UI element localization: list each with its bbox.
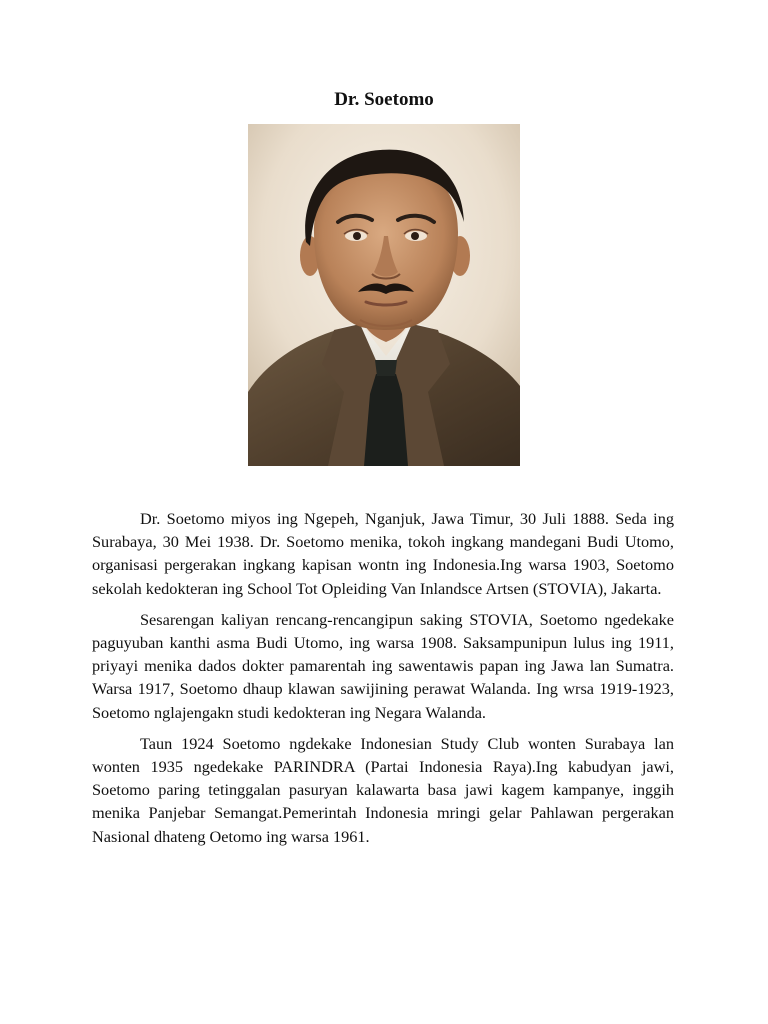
paragraph-3: Taun 1924 Soetomo ngdekake Indonesian Study Club wonten Surabaya lan wonten 1935 ngedekake PARINDRA (Partai Indonesia Raya).Ing kabudyan jawi, Soetomo paring tetinggalan pasuryan kalawarta basa jawi kagem kampanye, inggih menika Panjebar Semangat.Pemerintah Indonesia mringi gelar Pahlawan pergerakan Nasional dhateng Oetomo ing warsa 1961. [92,733,674,846]
portrait-image [248,124,520,466]
paragraph-1: Dr. Soetomo miyos ing Ngepeh, Nganjuk, Jawa Timur, 30 Juli 1888. Seda ing Surabaya, 30 Mei 1938. Dr. Soetomo menika, tokoh ingkang mandegani Budi Utomo, organisasi pergerakan ingkang kapisan wontn ing Indonesia.Ing warsa 1903, Soetomo sekolah kedokteran ing School Tot Opleiding Van Inlandsce Artsen (STOVIA), Jakarta. [92,509,674,598]
paragraph-2: Sesarengan kaliyan rencang-rencangipun saking STOVIA, Soetomo ngedekake paguyuban kanthi asma Budi Utomo, ing warsa 1908. Saksampunipun lulus ing 1911, priyayi menika dados dokter pamarentah ing sawentawis papan ing Jawa lan Sumatra. Warsa 1917, Soetomo dhaup klawan sawijining perawat Walanda. Ing wrsa 1919-1923, Soetomo nglajengakn studi kedokteran ing Negara Walanda. [92,609,674,722]
biography-text [92,507,674,856]
page-title: Dr. Soetomo [334,89,434,110]
